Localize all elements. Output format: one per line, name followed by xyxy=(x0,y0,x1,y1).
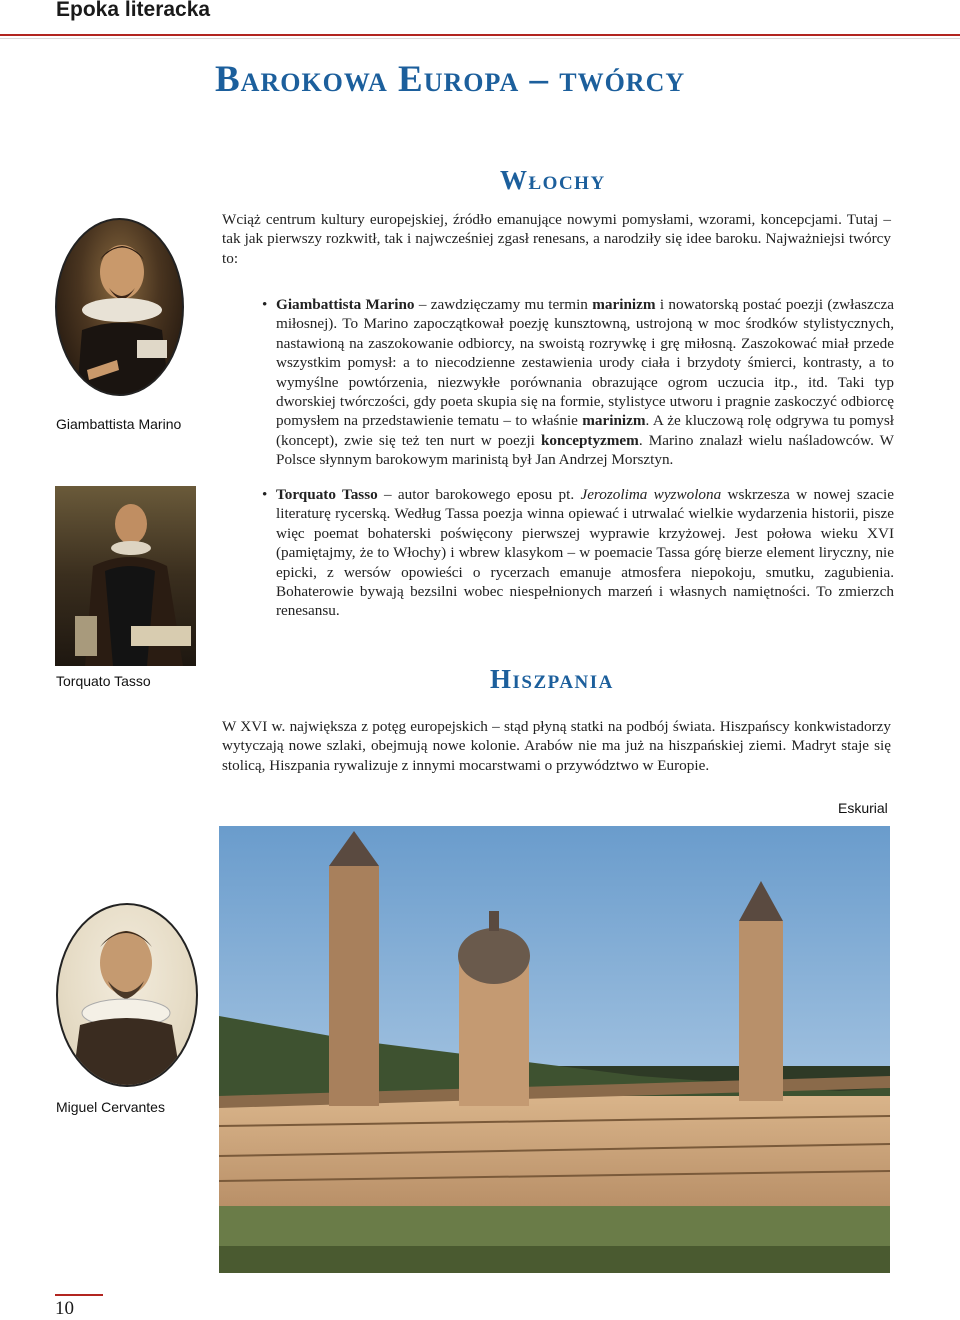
caption-marino: Giambattista Marino xyxy=(56,416,182,432)
marino-portrait-image xyxy=(57,220,182,394)
bullet-tasso xyxy=(262,485,894,621)
marino-text-1: – zawdzięczamy mu termin xyxy=(414,296,593,313)
bullet-tasso-text xyxy=(262,485,894,621)
tasso-portrait xyxy=(55,486,196,666)
eskurial-photo xyxy=(219,826,890,1273)
section-heading-wlochy: Włochy xyxy=(500,165,606,195)
marino-term-3: konceptyzmem xyxy=(540,431,639,449)
eskurial-image xyxy=(219,826,890,1273)
marino-text-4: . Marino znalazł wielu naśladowców. W Polsce słynnym barokowym marinistą był Jan Andrzej Morsztyn. xyxy=(276,431,895,469)
header-rule-shadow xyxy=(0,38,960,39)
bullet-dot: • xyxy=(262,296,268,313)
cervantes-portrait xyxy=(56,903,198,1087)
tasso-text-2: wskrzesza w nowej szacie literaturę rycerską. Według Tassa poezja winna opiewać i utrwalać wielkie wydarzenia historii, pisze więc poemat bohaterski poświęcony pierwszej wyprawie krzyżowej. Jest połowa wieku XVI (pamiętajmy, że to Włochy) i wbrew klasykom – w poemacie Tassa górę bierze element liryczny, nie epicki, z wersów opowieści o rycerzach emanuje atmosfera niepokoju, smutku, zagubienia. Bohaterowie bywają bezsilni wobec niespełnionych marzeń i własnych namiętności. To zmierzch renesansu. xyxy=(276,486,894,620)
caption-tasso: Torquato Tasso xyxy=(56,673,151,689)
tasso-name: Torquato Tasso xyxy=(276,486,378,503)
caption-cervantes: Miguel Cervantes xyxy=(56,1099,165,1115)
bullet-marino-text xyxy=(262,295,894,470)
cervantes-portrait-image xyxy=(58,905,196,1085)
section-heading-hiszpania: Hiszpania xyxy=(490,664,614,694)
hiszpania-text: W XVI w. największa z potęg europejskich – stąd płyną statki na podbój świata. Hiszpańscy konkwistadorzy wytyczają nowe szlaki, obejmują nowe kolonie. Arabów nie ma już na hiszpańskiej ziemi. Madryt staje się stolicą, Hiszpania rywalizuje z innymi mocarstwami o przywództwo w Europie. xyxy=(222,718,891,774)
caption-eskurial: Eskurial xyxy=(838,800,888,816)
marino-portrait xyxy=(55,218,184,396)
marino-term-1: marinizm xyxy=(592,296,656,313)
tasso-portrait-image xyxy=(55,486,196,666)
bullet-dot: • xyxy=(262,486,268,503)
header-rule xyxy=(0,34,960,36)
marino-text-3: . A że kluczową rolę odgrywa tu pomysł (koncept), zwie się też ten nurt w poezji xyxy=(276,412,894,449)
bullet-marino xyxy=(262,295,894,470)
running-header: Epoka literacka xyxy=(56,0,211,21)
page-number-rule xyxy=(55,1294,103,1296)
tasso-work-title: Jerozolima wyzwolona xyxy=(580,486,722,503)
page-title: Barokowa Europa – twórcy xyxy=(215,59,686,100)
marino-text-2: i nowatorską postać poezji (zwłaszcza miłosnej). To Marino zapoczątkował poezję kunsztowną, ustrojoną w moc środków stylistycznych, nastawioną na zaszokowanie odbiorcy, na swoistą rozrywkę i grę miłosną. Zaszokować miał przede wszystkim pomysł: a to niecodzienne zestawienia urody ciała i brzydoty śmierci, kontrasty, a to wymyślne powtórzenia, niezwykłe porównania obrazujące ogrom uczucia itp., itd. Taki typ dworskiej twórczości, gdy poeta skupia się na formie, stylistyce utworu i pragnie zaskoczyć odbiorcę pomysłem na przedstawienie tematu – to właśnie xyxy=(276,296,894,430)
wlochy-intro: Wciąż centrum kultury europejskiej, źródło emanujące nowymi pomysłami, wzorami, koncepcjami. Tutaj – tak jak pierwszy rozkwitł, tak i najwcześniej zgasł renesans, a narodziły się idee baroku. Najważniejsi twórcy to: xyxy=(222,211,891,267)
marino-term-2: marinizm xyxy=(582,412,646,430)
tasso-text-1: – autor barokowego eposu pt. xyxy=(377,486,581,503)
page-number: 10 xyxy=(55,1298,74,1319)
marino-name: Giambattista Marino xyxy=(276,296,415,313)
